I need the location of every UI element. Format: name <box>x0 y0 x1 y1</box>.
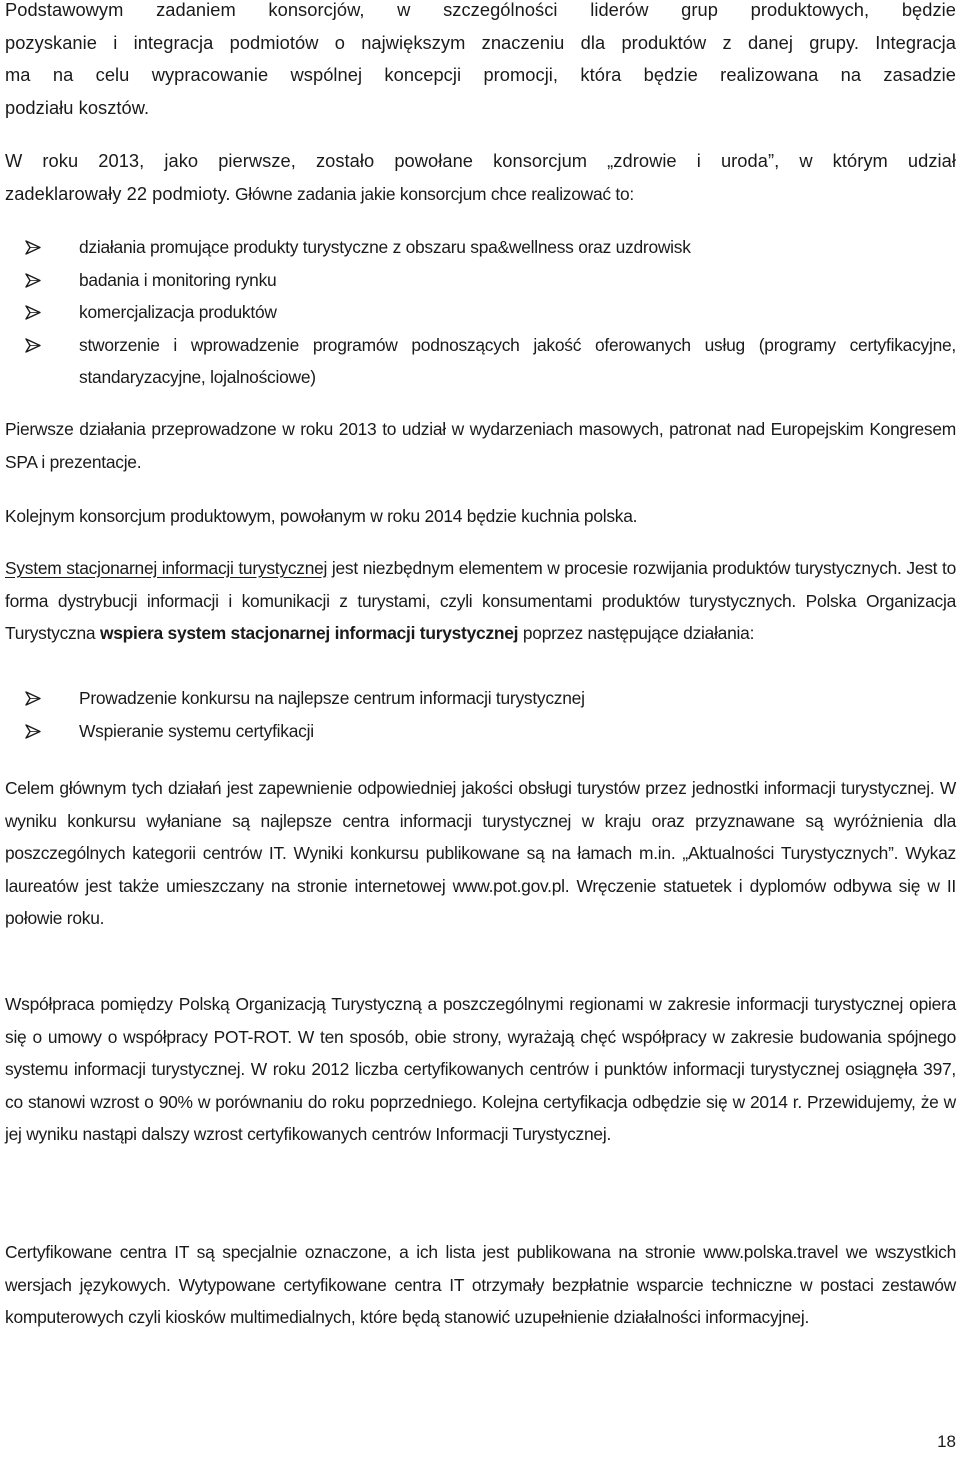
list-item <box>5 264 956 297</box>
list-item-text: badania i monitoring rynku <box>79 269 277 290</box>
cooperation-paragraph: Współpraca pomiędzy Polską Organizacją Turystyczną a poszczególnymi regionami w zakresie informacji turystycznej opiera się o umowy o współpracy POT-ROT. W ten sposób, obie strony, wyrażają chęć współpracy w zakresie budowania spójnego systemu informacji turystycznej. W roku 2012 liczba certyfikowanych centrów i punktów informacji turystycznej osiągnęła 397, co stanowi wzrost o 90% w porównaniu do roku poprzedniego. Kolejna certyfikacja odbędzie się w 2014 r. Przewidujemy, że w jej wyniku nastąpi dalszy wzrost certyfikowanych centrów Informacji Turystycznej. <box>5 994 956 1144</box>
list-item <box>5 231 956 264</box>
support-actions-list <box>5 682 956 747</box>
consortium-line: W roku 2013, jako pierwsze, zostało powołane konsorcjum „zdrowie i uroda”, w którym udział <box>5 150 956 171</box>
list-item-text: działania promujące produkty turystyczne z obszaru spa&wellness oraz uzdrowisk <box>79 237 691 257</box>
intro-line: pozyskanie i integracja podmiotów o największym znaczeniu dla produktów z danej grupy. Integracja <box>5 31 956 53</box>
first-actions-paragraph: Pierwsze działania przeprowadzone w roku 2013 to udział w wydarzeniach masowych, patronat nad Europejskim Kongresem SPA i prezentacje. <box>5 419 956 472</box>
consortium-tasks-list <box>5 231 956 394</box>
information-system-paragraph <box>5 552 956 650</box>
information-system-support: wspiera system stacjonarnej informacji turystycznej <box>99 623 519 643</box>
list-item <box>5 715 956 748</box>
information-system-text-end: poprzez następujące działania: <box>518 623 755 643</box>
arrowhead-bullet-icon <box>25 691 41 706</box>
intro-paragraph <box>5 0 956 124</box>
certified-centres-paragraph: Certyfikowane centra IT są specjalnie oznaczone, a ich lista jest publikowana na stronie www.polska.travel we wszystkich wersjach językowych. Wytypowane certyfikowane centra IT otrzymały bezpłatnie wsparcie techniczne w postaci zestawów komputerowych czyli kiosków multimedialnych, które będą stanowić uzupełnienie działalności informacyjnej. <box>5 1242 956 1327</box>
next-consortium-paragraph: Kolejnym konsorcjum produktowym, powołanym w roku 2014 będzie kuchnia polska. <box>5 506 638 526</box>
arrowhead-bullet-icon <box>25 273 41 288</box>
intro-line: ma na celu wypracowanie wspólnej koncepcji promocji, która będzie realizowana na zasadzie <box>5 64 956 85</box>
list-item-text: komercjalizacja produktów <box>79 302 277 322</box>
page-number: 18 <box>937 1432 956 1451</box>
information-system-text: jest niezbędnym elementem w procesie rozwijania produktów turystycznych. Jest to forma dystrybucji informacji i komunikacji z turystami, czyli konsumentami produktów turystycznych. Polska Organizacja Turystyczna <box>5 558 956 643</box>
list-item <box>5 329 956 394</box>
arrowhead-bullet-icon <box>25 240 41 255</box>
goal-paragraph: Celem głównym tych działań jest zapewnienie odpowiedniej jakości obsługi turystów przez jednostki informacji turystycznej. W wyniku konkursu wyłaniane są najlepsze centra informacji turystycznej w kraju oraz przyznawane są wyróżnienia dla poszczególnych kategorii centrów IT. Wyniki konkursu publikowane są na łamach m.in. „Aktualności Turystycznych”. Wykaz laureatów jest także umieszczany na stronie internetowej www.pot.gov.pl. Wręczenie statuetek i dyplomów odbywa się w II połowie roku. <box>5 778 956 928</box>
consortium-line <box>5 178 956 211</box>
list-item <box>5 296 956 329</box>
arrowhead-bullet-icon <box>25 338 41 353</box>
consortium-tasks-intro: Główne zadania jakie konsorcjum chce realizować to: <box>234 183 635 204</box>
list-item-text: stworzenie i wprowadzenie programów podnoszących jakość oferowanych usług (programy certyfikacyjne, standaryzacyjne, lojalnościowe) <box>79 334 956 387</box>
list-item-text: Prowadzenie konkursu na najlepsze centrum informacji turystycznej <box>79 688 585 708</box>
intro-line: Podstawowym zadaniem konsorcjów, w szczególności liderów grup produktowych, będzie <box>5 0 956 20</box>
list-item <box>5 682 956 715</box>
arrowhead-bullet-icon <box>25 305 41 320</box>
consortium-text: zadeklarowały 22 podmioty. <box>5 182 231 204</box>
information-system-term: System stacjonarnej informacji turystycznej <box>5 558 328 578</box>
list-item-text: Wspieranie systemu certyfikacji <box>79 720 314 741</box>
intro-line: podziału kosztów. <box>5 96 150 118</box>
arrowhead-bullet-icon <box>25 724 41 739</box>
consortium-paragraph <box>5 145 956 210</box>
